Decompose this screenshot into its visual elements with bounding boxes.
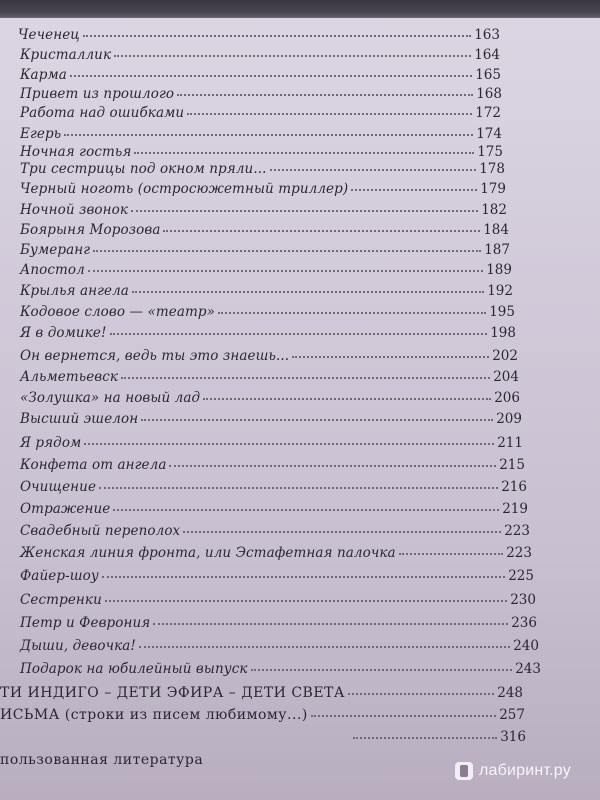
toc-section-entry — [0, 686, 523, 701]
toc-entry-page: 257 — [499, 707, 525, 723]
toc-entry-page: 209 — [496, 411, 522, 427]
toc-section-entry — [350, 731, 526, 745]
toc-section-entry — [0, 708, 525, 723]
toc-entry-page: 175 — [477, 144, 503, 160]
dot-leader — [183, 530, 501, 533]
dot-leader — [311, 714, 496, 717]
toc-entry-title: Черный ноготь (остросюжетный триллер) — [20, 181, 349, 197]
toc-entry-title: Я рядом — [20, 435, 82, 451]
toc-entry-page: 230 — [510, 592, 536, 608]
toc-entry — [20, 371, 519, 385]
toc-entry-title: пользованная литература — [0, 752, 204, 768]
dot-leader — [187, 112, 472, 115]
toc-entry-title: Женская линия фронта, или Эстафетная палочка — [20, 545, 396, 561]
toc-entry-page: 198 — [490, 325, 516, 341]
toc-entry-title: Петр и Феврония — [20, 615, 151, 631]
toc-entry — [20, 107, 501, 121]
dot-leader — [139, 645, 510, 648]
dot-leader — [153, 622, 508, 625]
toc-entry-title: Кодовое слово — «театр» — [20, 304, 215, 320]
toc-entry-page: 248 — [497, 685, 523, 701]
dot-leader — [83, 34, 471, 37]
toc-entry — [20, 204, 507, 218]
dot-leader — [141, 418, 493, 421]
toc-entry — [20, 525, 530, 539]
toc-entry — [20, 146, 503, 160]
toc-entry-title: Егерь — [20, 126, 62, 142]
toc-entry-title: Привет из прошлого — [20, 86, 175, 102]
dot-leader — [203, 397, 491, 400]
toc-entry-page: 225 — [508, 568, 534, 584]
dot-leader — [270, 168, 477, 171]
toc-entry — [20, 392, 520, 406]
dot-leader — [64, 133, 473, 136]
toc-entry — [20, 640, 539, 654]
toc-entry-page: 219 — [502, 501, 528, 517]
toc-entry-title: Отражение — [20, 501, 111, 517]
toc-entry — [20, 285, 513, 299]
toc-entry-page: 192 — [487, 283, 513, 299]
toc-entry-title: Работа над ошибками — [20, 105, 185, 121]
dot-leader — [177, 93, 473, 96]
toc-entry — [20, 128, 502, 142]
toc-entry — [20, 264, 512, 278]
toc-entry — [20, 49, 500, 63]
toc-entry-title: ИСЬМА (строки из писем любимому...) — [0, 707, 308, 723]
toc-entry-page: 179 — [480, 181, 506, 197]
toc-entry — [20, 570, 534, 584]
toc-entry — [20, 350, 518, 364]
toc-entry — [20, 163, 505, 177]
dot-leader — [251, 668, 513, 671]
toc-entry — [20, 617, 537, 631]
dot-leader — [84, 442, 494, 445]
dot-leader — [110, 332, 488, 335]
toc-entry-page: 163 — [474, 27, 500, 43]
toc-entry-title: Кристаллик — [20, 47, 112, 63]
toc-entry-title: Крылья ангела — [20, 283, 129, 299]
toc-entry-title: Очищение — [20, 479, 97, 495]
toc-entry-page: 182 — [481, 202, 507, 218]
labirint-logo-icon — [455, 762, 473, 780]
toc-entry-title: Альметьевск — [20, 369, 119, 385]
toc-entry-page: 178 — [479, 161, 505, 177]
toc-entry-title: «Золушка» на новый лад — [20, 390, 201, 406]
dot-leader — [114, 54, 471, 57]
toc-entry — [20, 503, 528, 517]
toc-entry-page: 211 — [497, 435, 523, 451]
toc-entry — [20, 224, 509, 238]
toc-entry-title: Карма — [20, 67, 67, 83]
toc-entry-title: Файер-шоу — [20, 568, 99, 584]
toc-entry-page: 187 — [484, 242, 510, 258]
toc-entry-title: Апостол — [20, 262, 85, 278]
toc-entry-title: Чеченец — [18, 27, 80, 43]
toc-entry-page: 206 — [494, 390, 520, 406]
dot-leader — [292, 355, 489, 358]
toc-entry-page: 202 — [492, 348, 518, 364]
dot-leader — [399, 552, 504, 555]
dot-leader — [102, 575, 505, 578]
dot-leader — [169, 464, 496, 467]
toc-entry — [20, 327, 516, 341]
dot-leader — [348, 692, 494, 695]
toc-entry-page: 165 — [475, 67, 501, 83]
toc-entry-page: 240 — [513, 638, 539, 654]
toc-entry-page: 236 — [511, 615, 537, 631]
toc-entry-title: Боярыня Морозова — [20, 222, 161, 238]
watermark — [455, 762, 571, 780]
toc-entry-title: Подарок на юбилейный выпуск — [20, 661, 248, 677]
toc-entry-page: 223 — [504, 523, 530, 539]
watermark-text: лабиринт.ру — [479, 762, 571, 779]
toc-entry — [20, 244, 510, 258]
toc-entry-title: Сестренки — [20, 592, 102, 608]
toc-entry-title: Бумеранг — [20, 242, 91, 258]
toc-entry-page: 164 — [474, 47, 500, 63]
toc-entry-title: Высший эшелон — [20, 411, 139, 427]
toc-entry — [20, 88, 502, 102]
toc-entry-page: 215 — [499, 457, 525, 473]
toc-entry-page: 195 — [489, 304, 515, 320]
dot-leader — [134, 151, 474, 154]
dot-leader — [163, 229, 480, 232]
dot-leader — [99, 486, 498, 489]
dot-leader — [88, 269, 483, 272]
toc-entry-title: Ночной звонок — [20, 202, 129, 218]
toc-entry-page: 168 — [476, 86, 502, 102]
toc-entry — [20, 69, 501, 83]
dot-leader — [132, 290, 484, 293]
dot-leader — [131, 209, 478, 212]
toc-entry-page: 316 — [500, 729, 526, 745]
toc-entry-title: Я в домике! — [20, 325, 107, 341]
toc-entry-title: Ночная гостья — [20, 144, 132, 160]
dot-leader — [93, 249, 481, 252]
dot-leader — [70, 74, 472, 77]
toc-entry-page: 223 — [506, 545, 532, 561]
dot-leader — [218, 311, 486, 314]
toc-entry — [20, 481, 527, 495]
dot-leader — [351, 188, 477, 191]
toc-entry — [20, 547, 532, 561]
dot-leader — [353, 736, 497, 739]
toc-entry — [20, 459, 525, 473]
toc-entry-page: 189 — [486, 262, 512, 278]
toc-entry-title: Свадебный переполох — [20, 523, 181, 539]
toc-entry-page: 184 — [483, 222, 509, 238]
toc-entry — [20, 183, 506, 197]
dot-leader — [113, 508, 499, 511]
toc-entry — [20, 594, 536, 608]
dot-leader — [105, 599, 507, 602]
toc-entry-page: 243 — [515, 661, 541, 677]
toc-entry-title: Три сестрицы под окном пряли... — [20, 161, 267, 177]
toc-entry-title: Он вернется, ведь ты это знаешь... — [20, 348, 290, 364]
toc-entry — [18, 29, 500, 43]
dot-leader — [121, 376, 490, 379]
toc-section-entry — [0, 753, 260, 767]
toc-entry-page: 174 — [476, 126, 502, 142]
toc-entry — [20, 413, 522, 427]
toc-entry-page: 172 — [475, 105, 501, 121]
toc-entry-title: ТИ ИНДИГО – ДЕТИ ЭФИРА – ДЕТИ СВЕТА — [0, 685, 345, 701]
toc-entry-page: 204 — [493, 369, 519, 385]
toc-entry — [20, 663, 541, 677]
toc-entry-page: 216 — [501, 479, 527, 495]
toc-entry — [20, 437, 523, 451]
toc-entry — [20, 306, 515, 320]
toc-entry-title: Дыши, девочка! — [20, 638, 136, 654]
toc-entry-title: Конфета от ангела — [20, 457, 167, 473]
